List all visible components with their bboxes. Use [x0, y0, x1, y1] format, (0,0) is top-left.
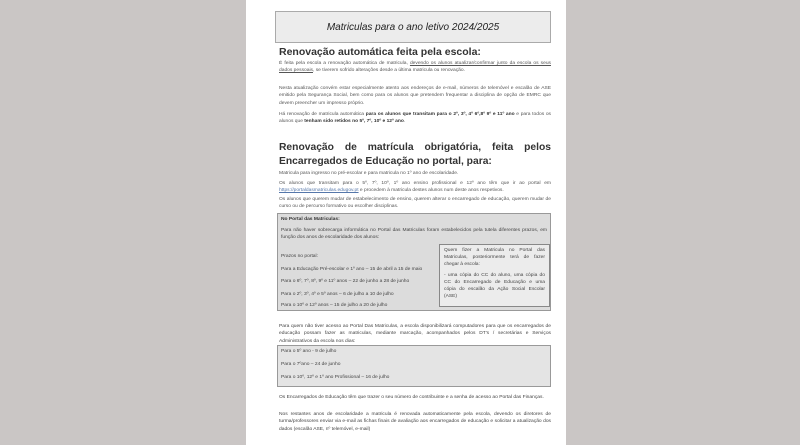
- section-heading-mandatory-renewal: Renovação de matrícula obrigatória, feita pelos Encarregados de Educação no portal, para:: [279, 142, 551, 167]
- text: .: [403, 119, 406, 125]
- day-item: Para o 10º, 12º e 1º ano Profissional – 16 de julho: [281, 375, 390, 380]
- day-item: Para o 7ºano – 24 de junho: [281, 362, 341, 367]
- box-heading: No Portal das Matriculas:: [281, 217, 340, 222]
- paragraph: Os Encarregados de Educação têm que trazer o seu número de contribuinte e a senha de acesso ao Portal das Finanças.: [279, 395, 544, 400]
- document-title: Matriculas para o ano letivo 2024/2025: [275, 11, 551, 43]
- text: e procedem à matricula destes alunos num deste anos respetivos.: [358, 188, 504, 194]
- paragraph: [279, 60, 551, 75]
- paragraph: Nesta atualização convém estar especialmente atento aos endereços de e-mail, números de telemóvel e escalão de ASE emitido pela Segurança Social, bem como para os alunos que pretendem frequentar a disciplina de opção de EMRC que devem preencher um impresso próprio.: [279, 86, 551, 106]
- paragraph: Nos restantes anos de escolaridade a matricula é renovada automaticamente pela escola, devendo os diretores de turma/professores enviar via e-mail as fichas finais de avaliação aos encarregados de educação e solicitar a atualização dos dados (escalão ASE, nº telemóvel, e-mail): [279, 412, 551, 432]
- day-item: Para o 5º ano - 9 de julho: [281, 349, 337, 354]
- paragraph: [279, 180, 551, 195]
- portal-link[interactable]: https://portaldasmatriculas.edugov.pt: [279, 188, 359, 194]
- paragraph: Os alunos que querem mudar de estabelecimento de ensino, querem alterar o encarregado de educação, querem mudar de curso ou de percurso formativo ou escolher disciplinas.: [279, 197, 551, 210]
- text: É feita pela escola a renovação automática de matricula,: [279, 61, 410, 66]
- school-days-box: [277, 345, 551, 387]
- deadline-item: Para a Educação Pré-escolar e 1º ano – 15 de abril a 15 de maio: [281, 267, 423, 272]
- text: Os alunos que transitam para o 5º, 7º, 10º, 1º ano ensino profissional e 12º ano têm que ir ao portal em: [279, 181, 551, 186]
- note-text: Quem fizer a Matricula no Portal das Matriculas, posteriormente terá de fazer chegar à escola:: [444, 248, 545, 268]
- documents-note-box: [439, 244, 550, 307]
- deadline-item: Para o 10º e 12º anos – 15 de julho a 20 de julho: [281, 303, 388, 308]
- text: e para todos os alunos que: [279, 112, 551, 125]
- document-page: [246, 0, 566, 445]
- deadlines-label: Prazos no portal:: [281, 254, 318, 259]
- text: , se tiverem sofrido alterações desde a última matricula ou renovação.: [313, 68, 465, 74]
- deadline-item: Para o 6º, 7º, 8º, 9º e 11º anos – 22 de junho a 28 de junho: [281, 279, 410, 284]
- section-heading-automatic-renewal: Renovação automática feita pela escola:: [279, 46, 481, 58]
- deadline-item: Para o 2º, 3º, 4º e 5º anos – 6 de julho a 10 de julho: [281, 292, 394, 297]
- paragraph: Para quem não tiver acesso ao Portal Das Matriculas, a escola disponibilizará computadores para que os encarregados de educação possam fazer as matriculas, mediante marcação, acompanhados pelos DT's / secretárias e Serviços Administrativos da escola nos dias:: [279, 324, 551, 344]
- paragraph: Matricula para ingresso no pré-escolar e para matricula no 1º ano de escolaridade.: [279, 171, 459, 176]
- bold-text: tenham sido retidos no 5º, 7º, 10º e 12º ano: [304, 119, 404, 125]
- box-intro: Para não haver sobrecarga informática no Portal das Matriculas foram estabelecidos pela tutela diferentes prazos, em função dos anos de escolaridade dos alunos:: [281, 228, 547, 241]
- paragraph: [279, 111, 551, 126]
- text: Há renovação de matricula automática: [279, 112, 366, 117]
- underlined-text: devendo os alunos atualizar/confirmar junto da escola os seus dados pessoais: [279, 61, 551, 74]
- bold-text: para os alunos que transitam para o 2º, 3º, 4º 6º,8º 9º e 11º ano: [365, 112, 515, 117]
- note-text: - uma cópia do CC do aluno, uma cópia do CC do Encarregado de Educação e uma cópia do escalão da Ação Social Escolar (ASE): [444, 272, 545, 300]
- portal-info-box: [277, 213, 551, 311]
